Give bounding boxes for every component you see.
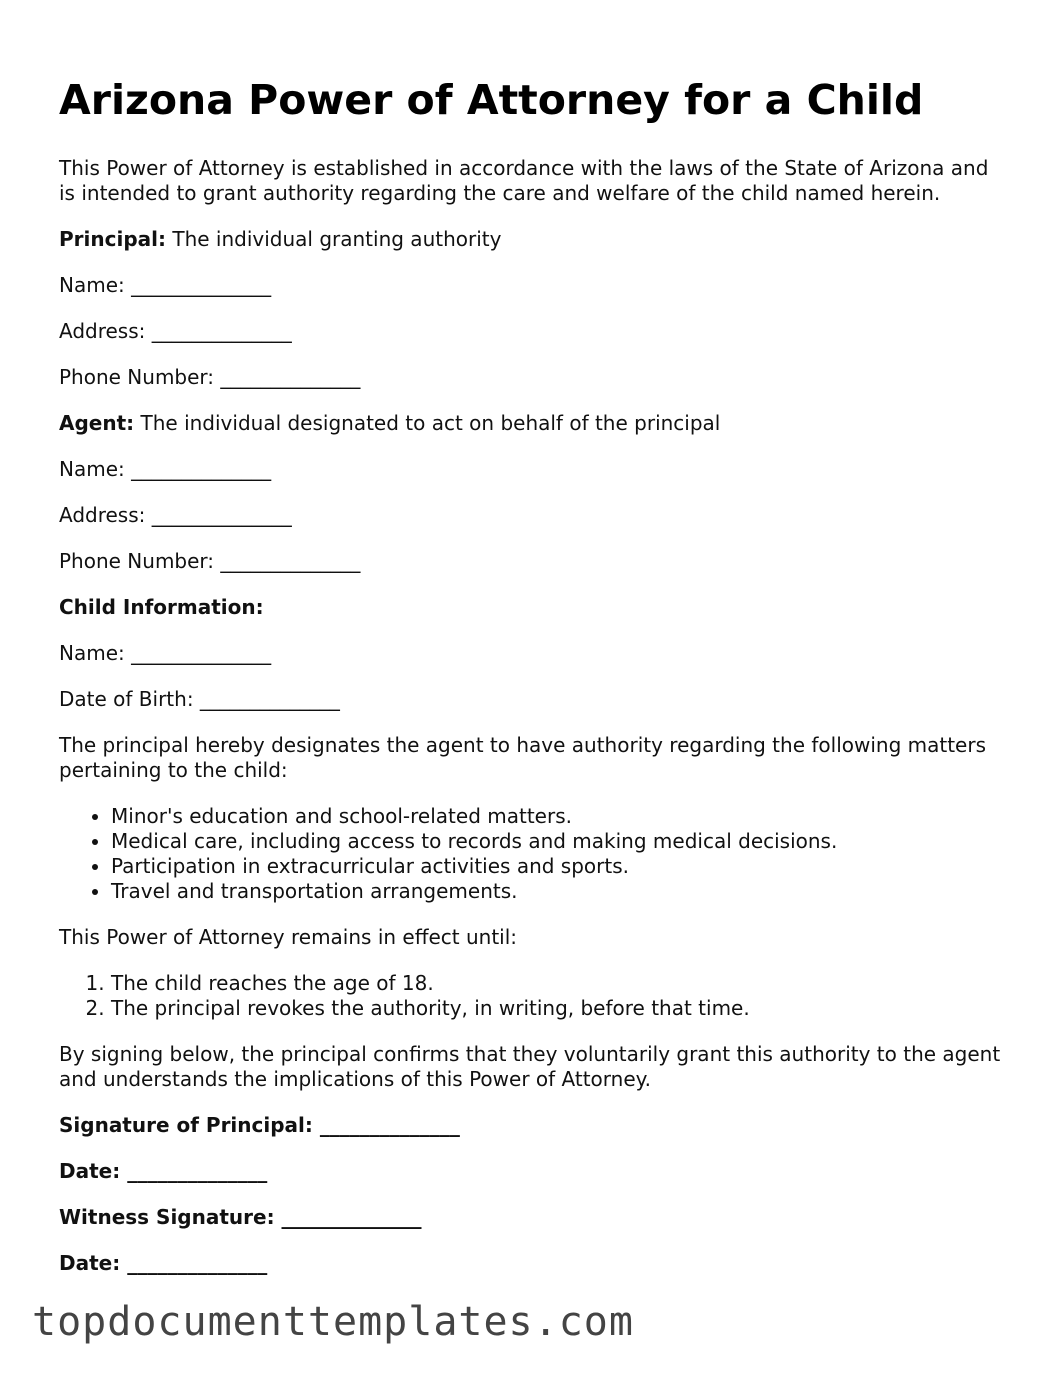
authority-list: [59, 804, 1009, 904]
list-item: • Minor's education and school-related matters.: [111, 804, 1009, 829]
principal-date-line: [59, 1159, 1009, 1184]
witness-signature-line: [59, 1205, 1009, 1230]
child-heading-line: [59, 595, 1009, 620]
intro-paragraph: This Power of Attorney is established in accordance with the laws of the State of Arizona and is intended to grant authority regarding the care and welfare of the child named herein.: [59, 156, 989, 205]
effect-intro: This Power of Attorney remains in effect until:: [59, 925, 518, 949]
principal-name-field: Name: ______________: [59, 273, 272, 297]
list-item: 2. The principal revokes the authority, in writing, before that time.: [111, 996, 1009, 1021]
principal-date-label: Date:: [59, 1159, 121, 1183]
principal-address-field: Address: ______________: [59, 319, 292, 343]
witness-date-line: [59, 1251, 1009, 1276]
witness-date-label: Date:: [59, 1251, 121, 1275]
principal-date-blank: ______________: [120, 1159, 268, 1183]
agent-heading: Agent:: [59, 411, 135, 435]
agent-description: The individual designated to act on behalf of the principal: [134, 411, 721, 435]
authority-intro: The principal hereby designates the agent to have authority regarding the following matters pertaining to the child:: [59, 733, 986, 782]
principal-phone-field: Phone Number: ______________: [59, 365, 361, 389]
witness-signature-label: Witness Signature:: [59, 1205, 275, 1229]
document-title: Arizona Power of Attorney for a Child: [59, 76, 924, 124]
witness-date-blank: ______________: [120, 1251, 268, 1275]
principal-heading: Principal:: [59, 227, 166, 251]
principal-signature-line: [59, 1113, 1009, 1138]
list-item: • Medical care, including access to records and making medical decisions.: [111, 829, 1009, 854]
principal-description: The individual granting authority: [166, 227, 502, 251]
confirmation-paragraph: By signing below, the principal confirms that they voluntarily grant this authority to the agent and understands the implications of this Power of Attorney.: [59, 1042, 1001, 1091]
effect-list: [59, 971, 1009, 1021]
principal-signature-label: Signature of Principal:: [59, 1113, 313, 1137]
agent-name-field: Name: ______________: [59, 457, 272, 481]
child-dob-field: Date of Birth: ______________: [59, 687, 340, 711]
child-name-field: Name: ______________: [59, 641, 272, 665]
principal-signature-blank: ______________: [312, 1113, 460, 1137]
document-body: [59, 74, 1009, 1297]
list-item: • Participation in extracurricular activities and sports.: [111, 854, 1009, 879]
site-watermark: topdocumenttemplates.com: [32, 1299, 634, 1345]
list-item: • Travel and transportation arrangements.: [111, 879, 1009, 904]
agent-address-field: Address: ______________: [59, 503, 292, 527]
list-item: 1. The child reaches the age of 18.: [111, 971, 1009, 996]
child-heading: Child Information:: [59, 595, 264, 619]
witness-signature-blank: ______________: [274, 1205, 422, 1229]
agent-phone-field: Phone Number: ______________: [59, 549, 361, 573]
agent-heading-line: [59, 411, 1009, 436]
principal-heading-line: [59, 227, 1009, 252]
